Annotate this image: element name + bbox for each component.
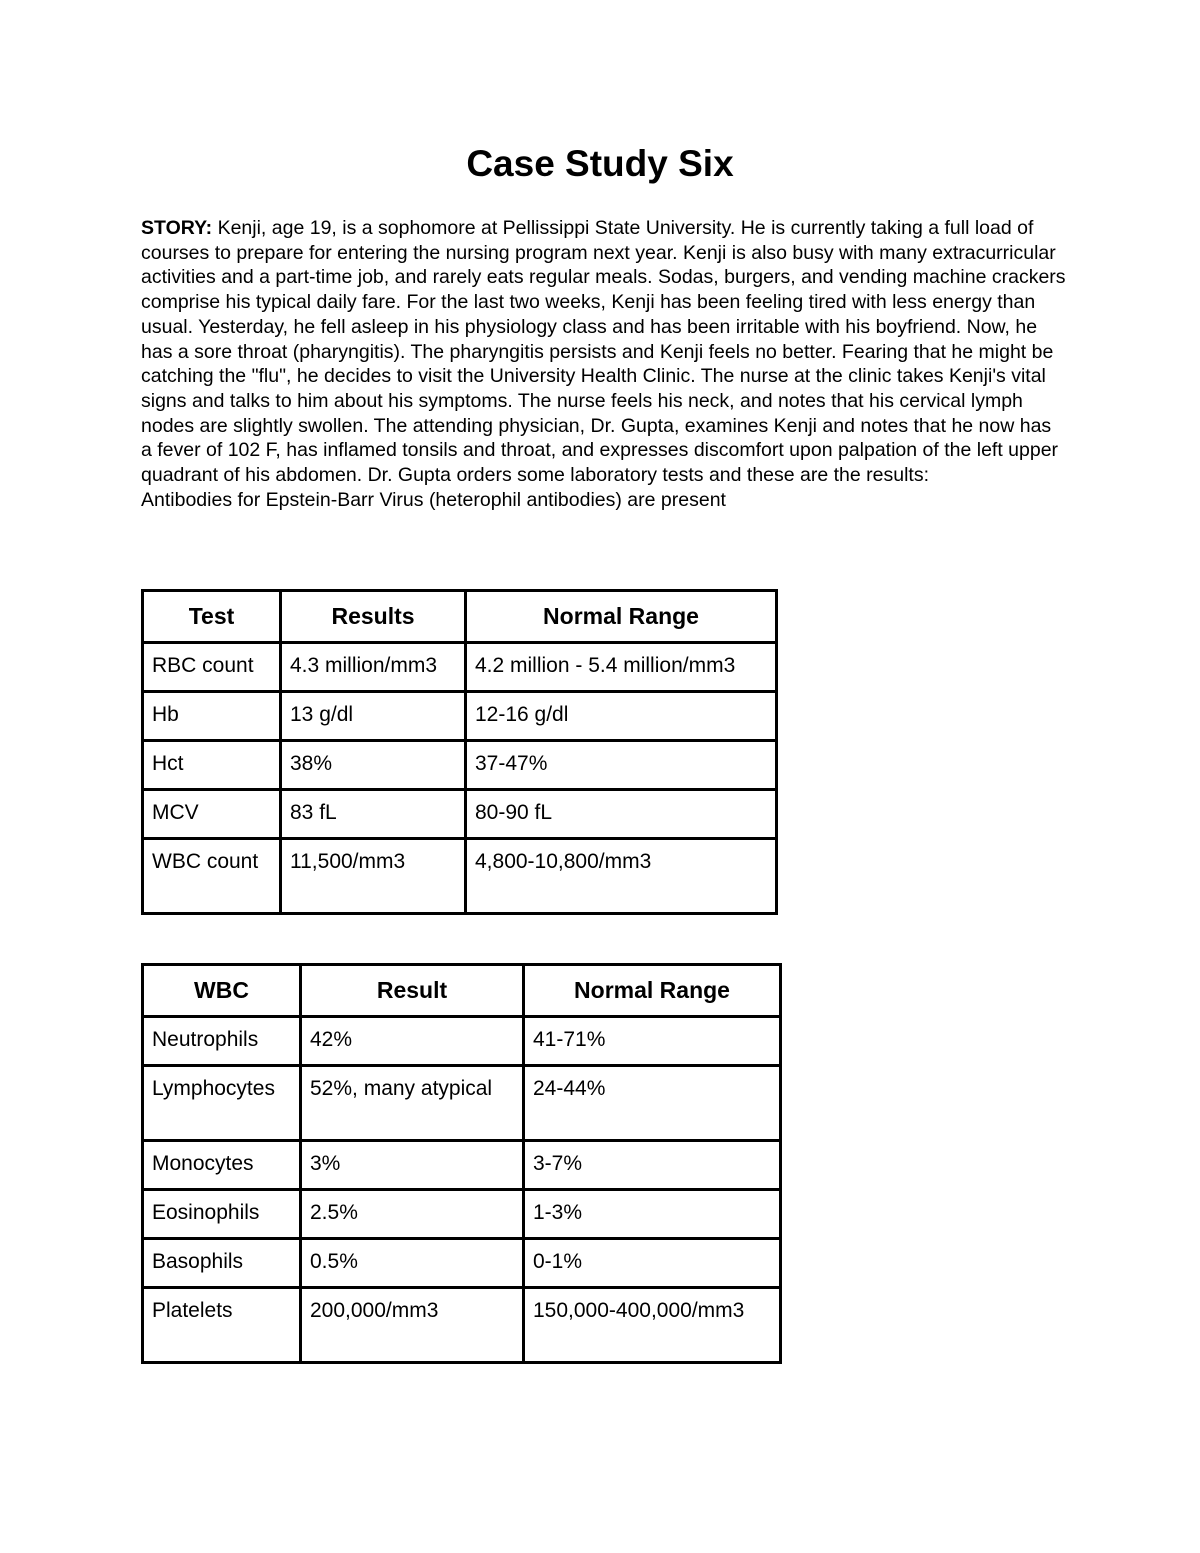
table-cell: Lymphocytes — [143, 1066, 301, 1141]
table-cell: 0-1% — [524, 1239, 781, 1288]
table-cell: 11,500/mm3 — [281, 839, 466, 914]
table-row — [143, 1239, 781, 1288]
table-row — [143, 839, 777, 914]
table-header-row — [143, 591, 777, 643]
table-cell: 0.5% — [301, 1239, 524, 1288]
table-cell: 4,800-10,800/mm3 — [466, 839, 777, 914]
table-cell: Eosinophils — [143, 1190, 301, 1239]
table-cell: Neutrophils — [143, 1017, 301, 1066]
table-cell: 4.2 million - 5.4 million/mm3 — [466, 643, 777, 692]
table-row — [143, 1288, 781, 1363]
table-cell: 150,000-400,000/mm3 — [524, 1288, 781, 1363]
table-cell: 3-7% — [524, 1141, 781, 1190]
table-cell: 4.3 million/mm3 — [281, 643, 466, 692]
table-cell: 80-90 fL — [466, 790, 777, 839]
table-cell: 83 fL — [281, 790, 466, 839]
table-cell: 1-3% — [524, 1190, 781, 1239]
table-row — [143, 741, 777, 790]
table-cell: WBC count — [143, 839, 281, 914]
table-cell: 24-44% — [524, 1066, 781, 1141]
header-normal-range: Normal Range — [524, 965, 781, 1017]
story-text: Kenji, age 19, is a sophomore at Pellissippi State University. He is currently taking a full load of courses to prepare for entering the nursing program next year. Kenji is also busy with many extracurricular activities and a part-time job, and rarely eats regular meals. Sodas, burgers, and vending machine crackers comprise his typical daily fare. For the last two weeks, Kenji has been feeling tired with less energy than usual. Yesterday, he fell asleep in his physiology class and has been irritable with his boyfriend. Now, he has a sore throat (pharyngitis). The pharyngitis persists and Kenji feels no better. Fearing that he might be catching the "flu", he decides to visit the University Health Clinic. The nurse at the clinic takes Kenji's vital signs and talks to him about his symptoms. The nurse feels his neck, and notes that his cervical lymph nodes are slightly swollen. The attending physician, Dr. Gupta, examines Kenji and notes that he now has a fever of 102 F, has inflamed tonsils and throat, and expresses discomfort upon palpation of the left upper quadrant of his abdomen. Dr. Gupta orders some laboratory tests and these are the results: — [141, 217, 1066, 487]
table-row — [143, 692, 777, 741]
table-cell: 42% — [301, 1017, 524, 1066]
wbc-differential-table — [141, 963, 782, 1364]
table-cell: 13 g/dl — [281, 692, 466, 741]
header-result: Result — [301, 965, 524, 1017]
page-title: Case Study Six — [466, 143, 734, 184]
table-cell: Platelets — [143, 1288, 301, 1363]
table-cell: Monocytes — [143, 1141, 301, 1190]
table-cell: MCV — [143, 790, 281, 839]
table-cell: Hb — [143, 692, 281, 741]
story-section — [141, 216, 1066, 512]
header-results: Results — [281, 591, 466, 643]
table-cell: RBC count — [143, 643, 281, 692]
table-cell: 12-16 g/dl — [466, 692, 777, 741]
table-row — [143, 643, 777, 692]
table-row — [143, 790, 777, 839]
antibodies-line: Antibodies for Epstein-Barr Virus (heterophil antibodies) are present — [141, 488, 726, 511]
table-cell: 52%, many atypical — [301, 1066, 524, 1141]
table-cell: Basophils — [143, 1239, 301, 1288]
table-cell: 38% — [281, 741, 466, 790]
table-cell: 200,000/mm3 — [301, 1288, 524, 1363]
table-cell: 3% — [301, 1141, 524, 1190]
table-row — [143, 1190, 781, 1239]
table-header-row — [143, 965, 781, 1017]
header-test: Test — [143, 591, 281, 643]
story-label: STORY: — [141, 217, 213, 239]
table-cell: 41-71% — [524, 1017, 781, 1066]
table-row — [143, 1017, 781, 1066]
header-wbc: WBC — [143, 965, 301, 1017]
table-cell: 2.5% — [301, 1190, 524, 1239]
table-cell: Hct — [143, 741, 281, 790]
table-row — [143, 1141, 781, 1190]
header-normal-range: Normal Range — [466, 591, 777, 643]
blood-test-table — [141, 589, 778, 915]
table-cell: 37-47% — [466, 741, 777, 790]
story-paragraph — [141, 216, 1066, 488]
table-row — [143, 1066, 781, 1141]
